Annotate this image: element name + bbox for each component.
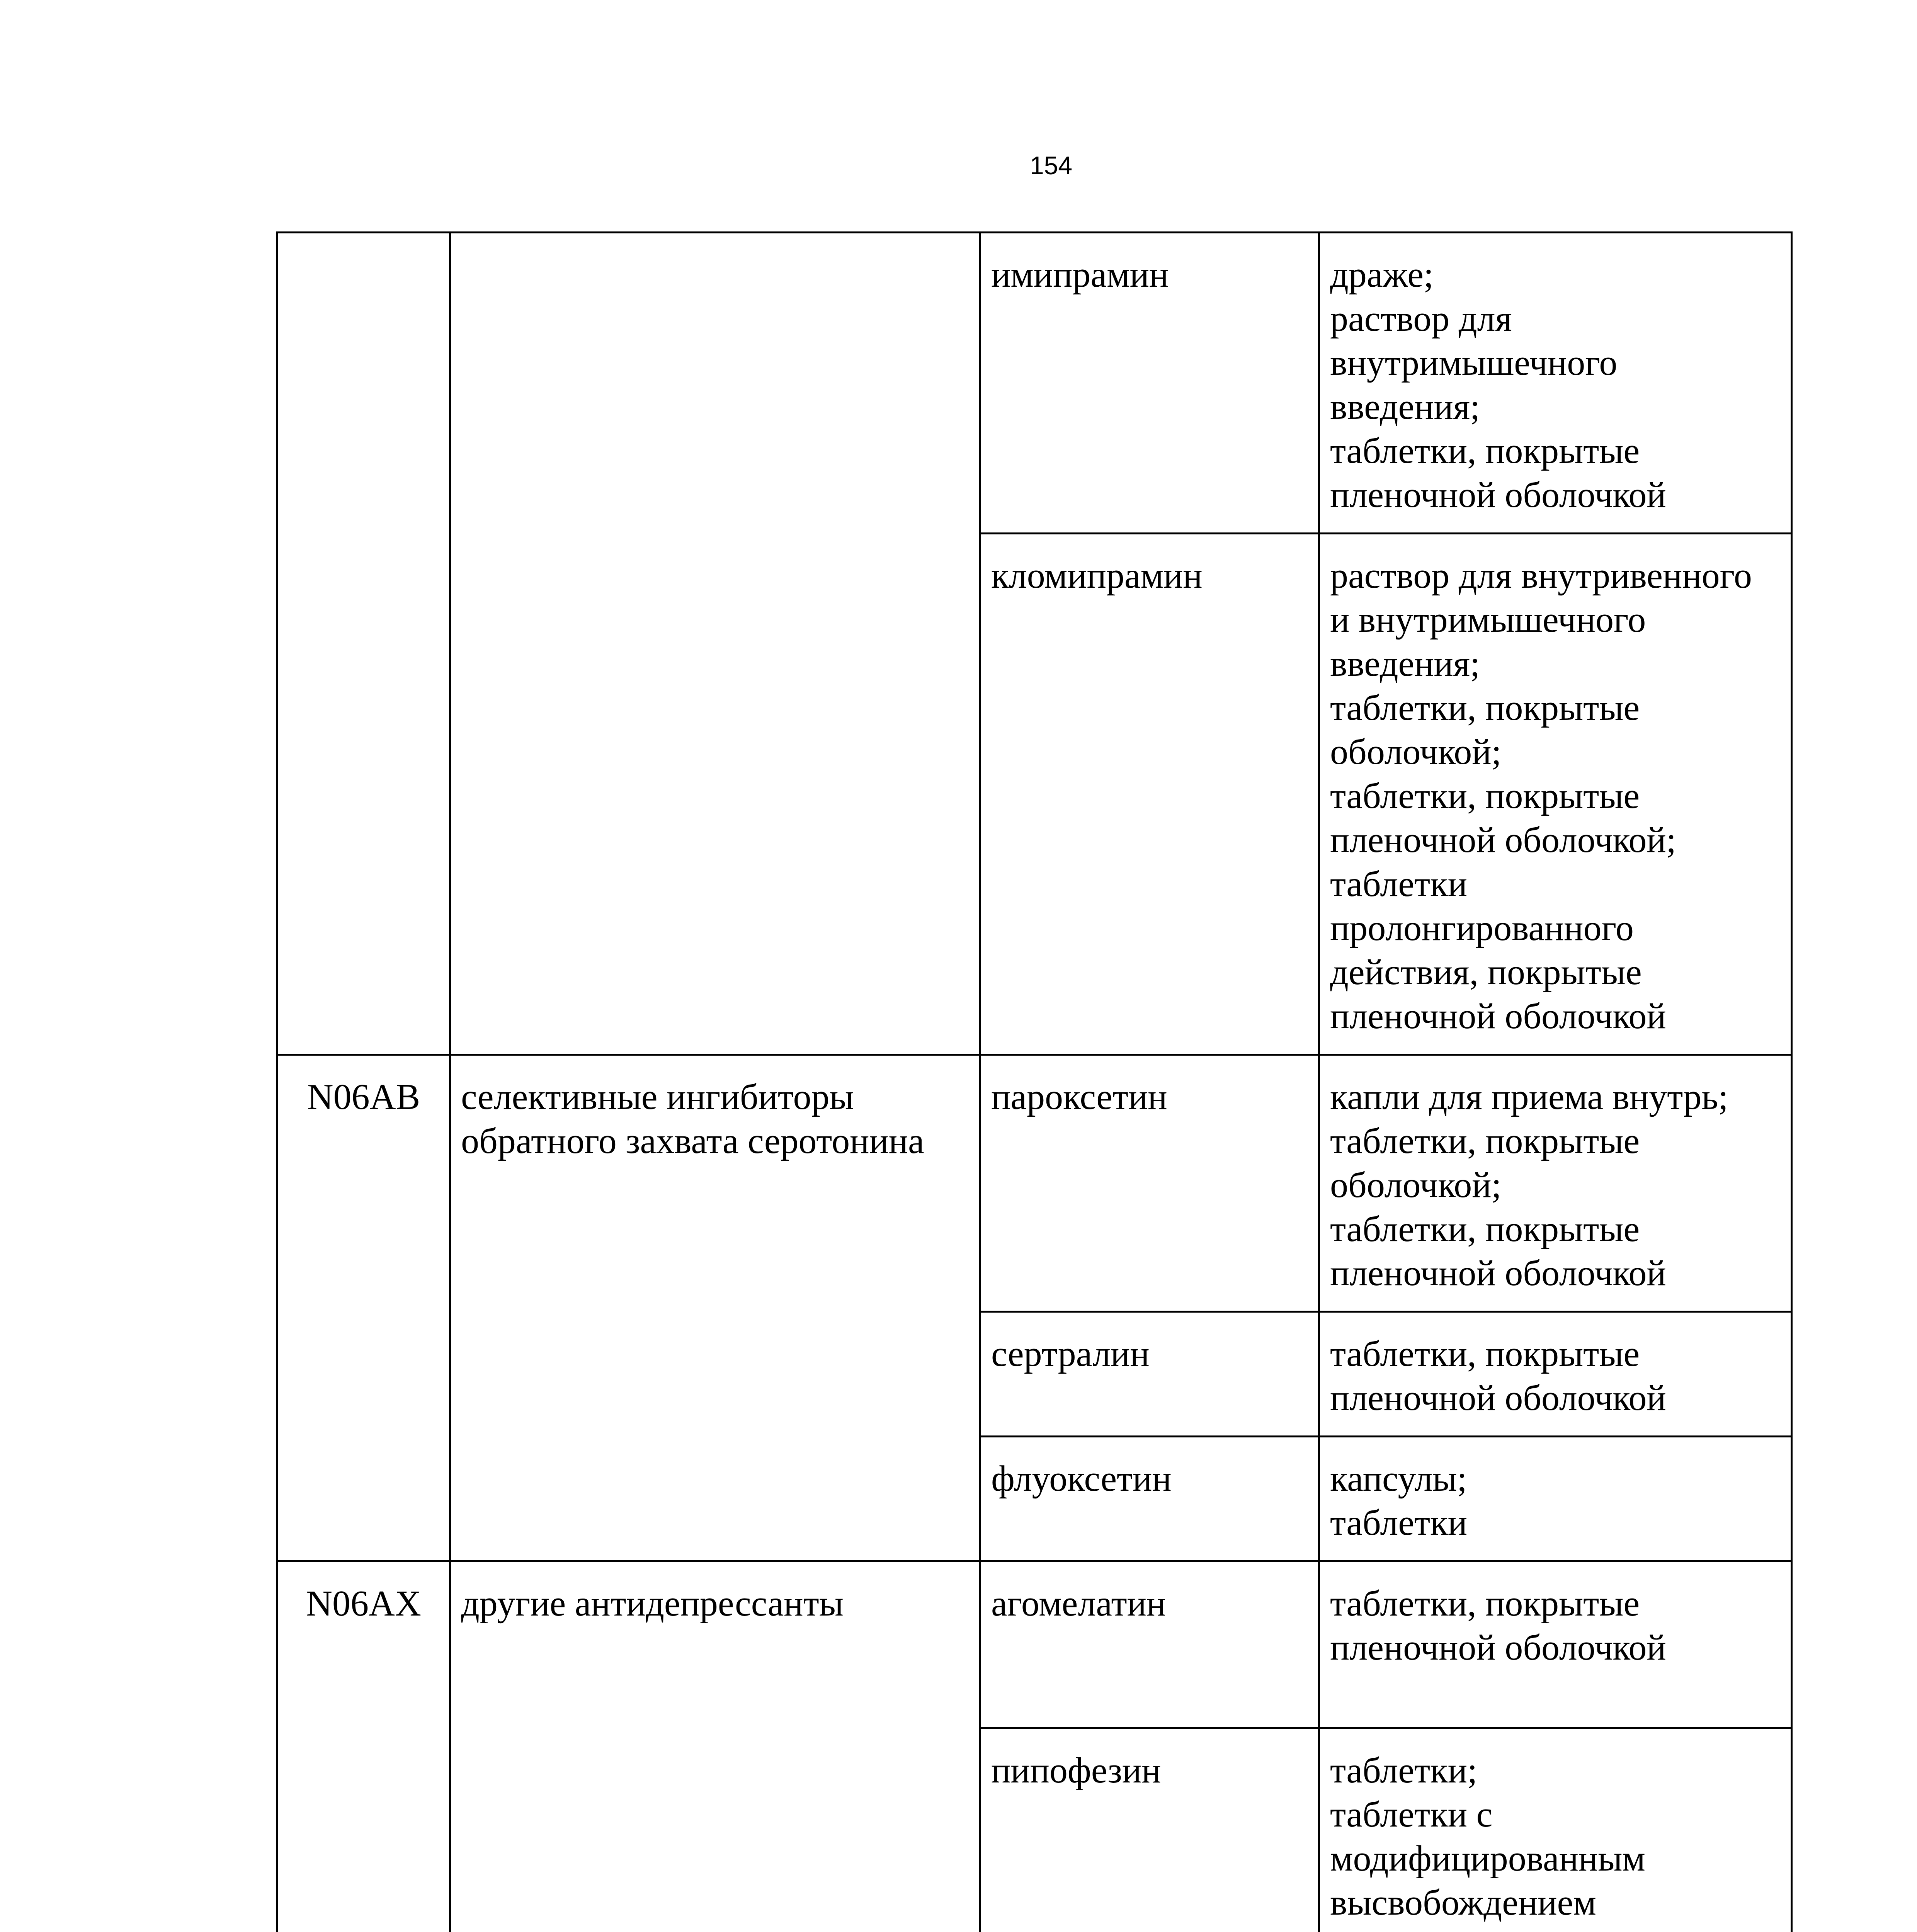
drug-name-cell: агомелатин xyxy=(980,1561,1319,1728)
dosage-form-cell xyxy=(1319,1728,1792,1932)
dosage-form-line: таблетки с xyxy=(1330,1794,1493,1835)
dosage-form-line: пленочной оболочкой xyxy=(1330,1628,1666,1668)
group-name-cell: селективные ингибиторы обратного захвата серотонина xyxy=(450,1055,980,1561)
table-row xyxy=(277,233,1792,534)
dosage-form-line: капли для приема внутрь; xyxy=(1330,1077,1728,1117)
dosage-form-line: введения; xyxy=(1330,387,1480,427)
group-name-cell xyxy=(450,233,980,1055)
dosage-form-line: драже; xyxy=(1330,255,1434,295)
dosage-form-line: раствор для внутривенного xyxy=(1330,556,1752,596)
drug-name-cell: флуоксетин xyxy=(980,1437,1319,1561)
dosage-form-line: пленочной оболочкой; xyxy=(1330,820,1676,860)
drug-name-cell: пипофезин xyxy=(980,1728,1319,1932)
drug-name-cell: сертралин xyxy=(980,1312,1319,1437)
dosage-form-line: внутримышечного xyxy=(1330,343,1618,383)
dosage-form-line: действия, покрытые xyxy=(1330,952,1642,992)
dosage-form-line: таблетки; xyxy=(1330,1750,1478,1791)
page-number: 154 xyxy=(1029,151,1073,180)
dosage-form-cell xyxy=(1319,233,1792,534)
drug-name-cell: имипрамин xyxy=(980,233,1319,534)
drug-name-cell: пароксетин xyxy=(980,1055,1319,1312)
dosage-form-line: таблетки, покрытые xyxy=(1330,1583,1640,1624)
table-row xyxy=(277,1561,1792,1728)
atc-code-cell xyxy=(277,233,450,1055)
dosage-form-line: пленочной оболочкой xyxy=(1330,1253,1666,1293)
dosage-form-cell xyxy=(1319,534,1792,1055)
dosage-form-line: таблетки xyxy=(1330,864,1468,904)
dosage-form-line: таблетки xyxy=(1330,1503,1468,1543)
dosage-form-cell xyxy=(1319,1055,1792,1312)
dosage-form-cell xyxy=(1319,1561,1792,1728)
atc-code-cell: N06AB xyxy=(277,1055,450,1561)
group-name-cell: другие антидепрессанты xyxy=(450,1561,980,1932)
dosage-form-cell xyxy=(1319,1312,1792,1437)
dosage-form-line: оболочкой; xyxy=(1330,732,1502,772)
dosage-form-line: таблетки, покрытые xyxy=(1330,1334,1640,1374)
dosage-form-line: таблетки, покрытые xyxy=(1330,431,1640,471)
dosage-form-line: пленочной оболочкой xyxy=(1330,996,1666,1036)
dosage-form-line: и внутримышечного xyxy=(1330,600,1646,640)
dosage-form-line: таблетки, покрытые xyxy=(1330,1121,1640,1161)
dosage-form-line: пленочной оболочкой xyxy=(1330,1378,1666,1418)
dosage-form-line: высвобождением xyxy=(1330,1883,1596,1923)
atc-code-cell: N06AX xyxy=(277,1561,450,1932)
dosage-form-line: капсулы; xyxy=(1330,1459,1467,1499)
dosage-form-cell xyxy=(1319,1437,1792,1561)
dosage-form-line: раствор для xyxy=(1330,299,1512,339)
dosage-form-line: таблетки, покрытые xyxy=(1330,1209,1640,1249)
drug-table xyxy=(276,231,1793,1932)
dosage-form-line: пролонгированного xyxy=(1330,908,1634,948)
dosage-form-line: таблетки, покрытые xyxy=(1330,776,1640,816)
dosage-form-line: введения; xyxy=(1330,644,1480,684)
dosage-form-line: таблетки, покрытые xyxy=(1330,688,1640,728)
drug-name-cell: кломипрамин xyxy=(980,534,1319,1055)
dosage-form-line: пленочной оболочкой xyxy=(1330,475,1666,515)
dosage-form-line: модифицированным xyxy=(1330,1838,1645,1879)
table-row xyxy=(277,1055,1792,1312)
dosage-form-line: оболочкой; xyxy=(1330,1165,1502,1205)
